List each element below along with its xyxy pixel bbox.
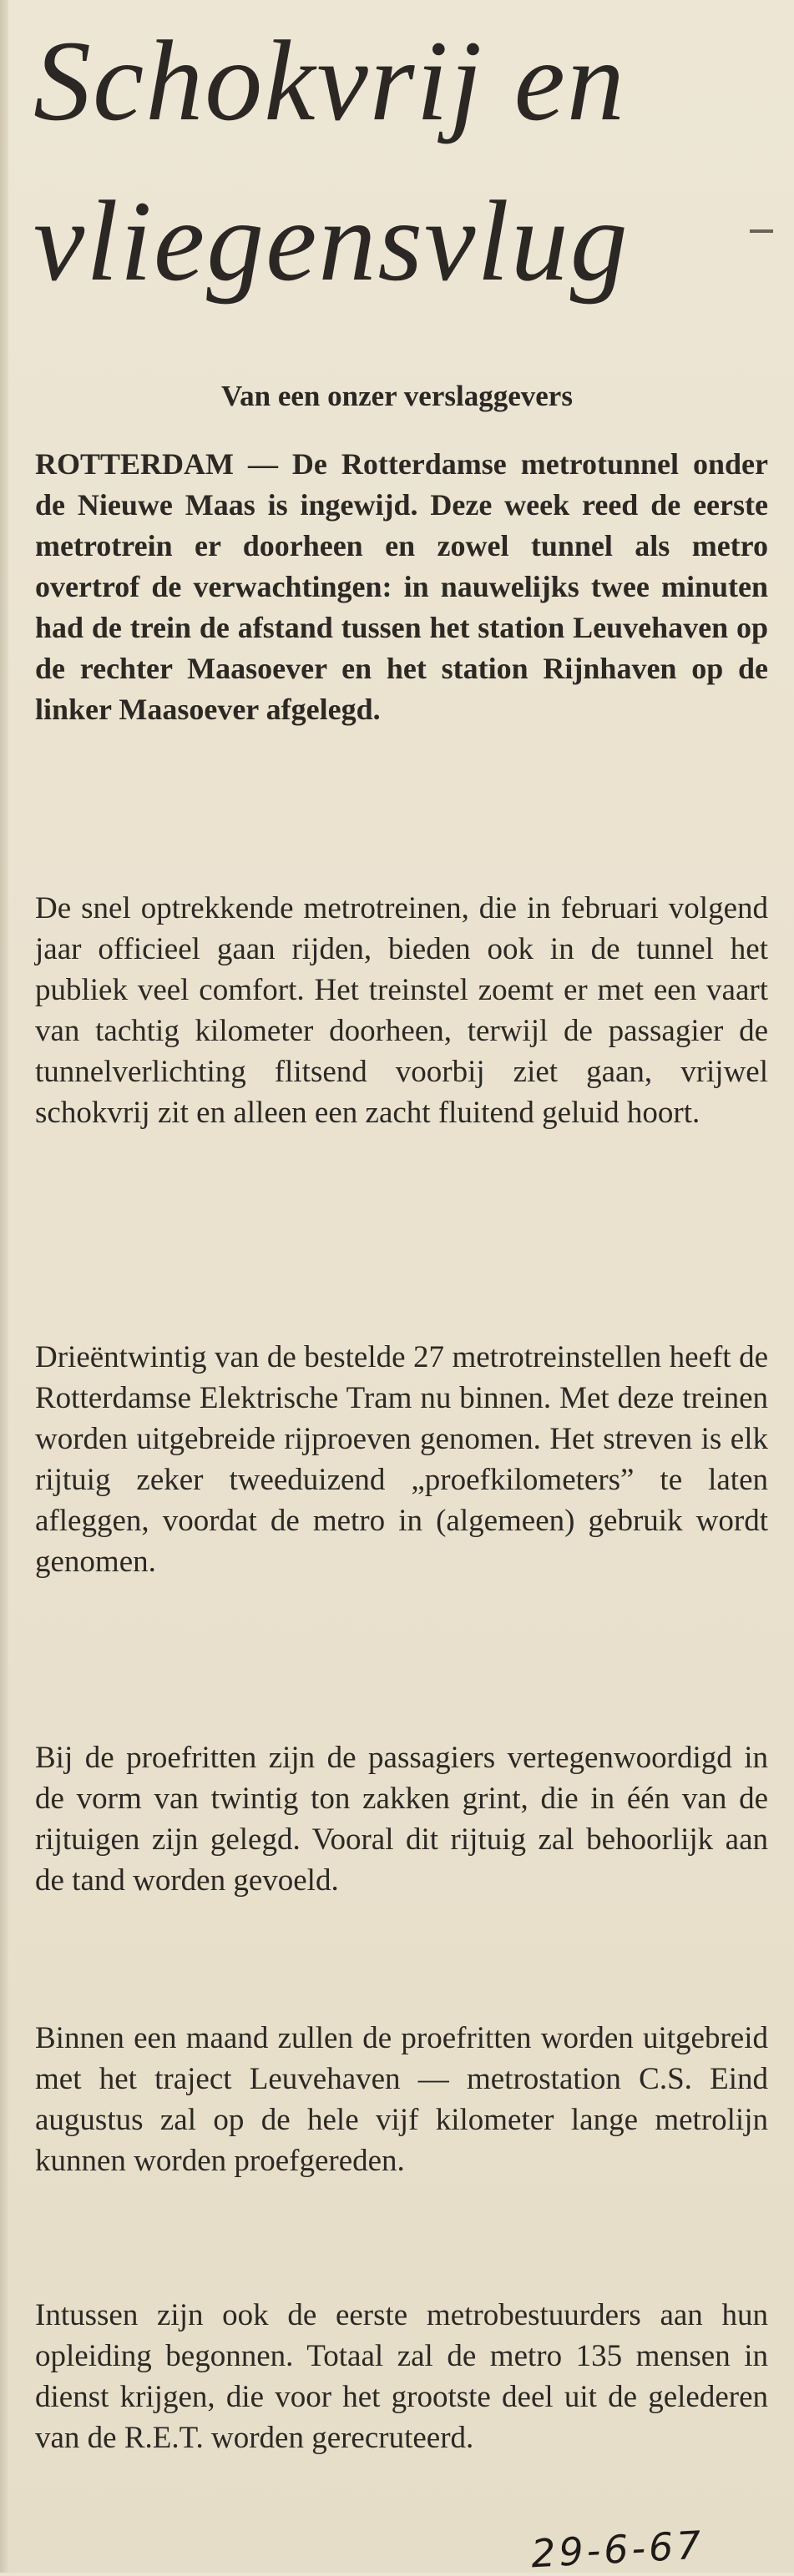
handwritten-date: 29-6-67	[529, 2522, 705, 2576]
paragraph-comfort: De snel optrekkende metrotreinen, die in februari volgend jaar officieel gaan rijden, bieden ook in de tunnel het publiek veel comfort. Het treinstel zoemt er met een vaart van tachtig kilometer doorheen, terwijl de passagier de tunnelverlichting flitsend voorbij ziet gaan, vrijwel schokvrij zit en alleen een zacht fluitend geluid hoort.	[35, 891, 768, 1130]
dateline: ROTTERDAM	[35, 447, 235, 481]
paragraph-trainsets: Drieëntwintig van de bestelde 27 metrotreinstellen heeft de Rotterdamse Elektrische Tram nu binnen. Met deze treinen worden uitgebreide rijproeven genomen. Het streven is elk rijtuig zeker tweeduizend „proefkilometers” te laten afleggen, voordat de metro in (algemeen) gebruik wordt genomen.	[35, 1340, 768, 1579]
headline-line-2: vliegensvlug	[33, 177, 630, 305]
byline: Van een onzer verslaggevers	[221, 380, 573, 412]
paragraph-drivers: Intussen zijn ook de eerste metrobestuurders aan hun opleiding begonnen. Totaal zal de metro 135 mensen in dienst krijgen, die voor het grootste deel uit de gelederen van de R.E.T. worden gerecruteerd.	[35, 2298, 768, 2455]
paragraph-extension: Binnen een maand zullen de proefritten worden uitgebreid met het traject Leuvehaven — metrostation C.S. Eind augustus zal op de hele vijf kilometer lange metrolijn kunnen worden proefgereden.	[35, 2021, 768, 2178]
headline-dash-mark	[750, 229, 773, 233]
lead-text: — De Rotterdamse metrotunnel onder de Nieuwe Maas is ingewijd. Deze week reed de eerste metrotrein er doorheen en zowel tunnel als metro overtrof de verwachtingen: in nauwelijks twee minuten had de trein de afstand tussen het station Leuvehaven op de rechter Maasoever en het station Rijnhaven op de linker Maasoever afgelegd.	[35, 447, 768, 726]
paragraph-test-rides: Bij de proefritten zijn de passagiers vertegenwoordigd in de vorm van twintig ton zakken grint, die in één van de rijtuigen zijn gelegd. Vooral dit rijtuig zal behoorlijk aan de tand worden gevoeld.	[35, 1741, 768, 1898]
lead-paragraph	[35, 444, 768, 730]
headline-line-1: Schokvrij en	[33, 17, 626, 144]
